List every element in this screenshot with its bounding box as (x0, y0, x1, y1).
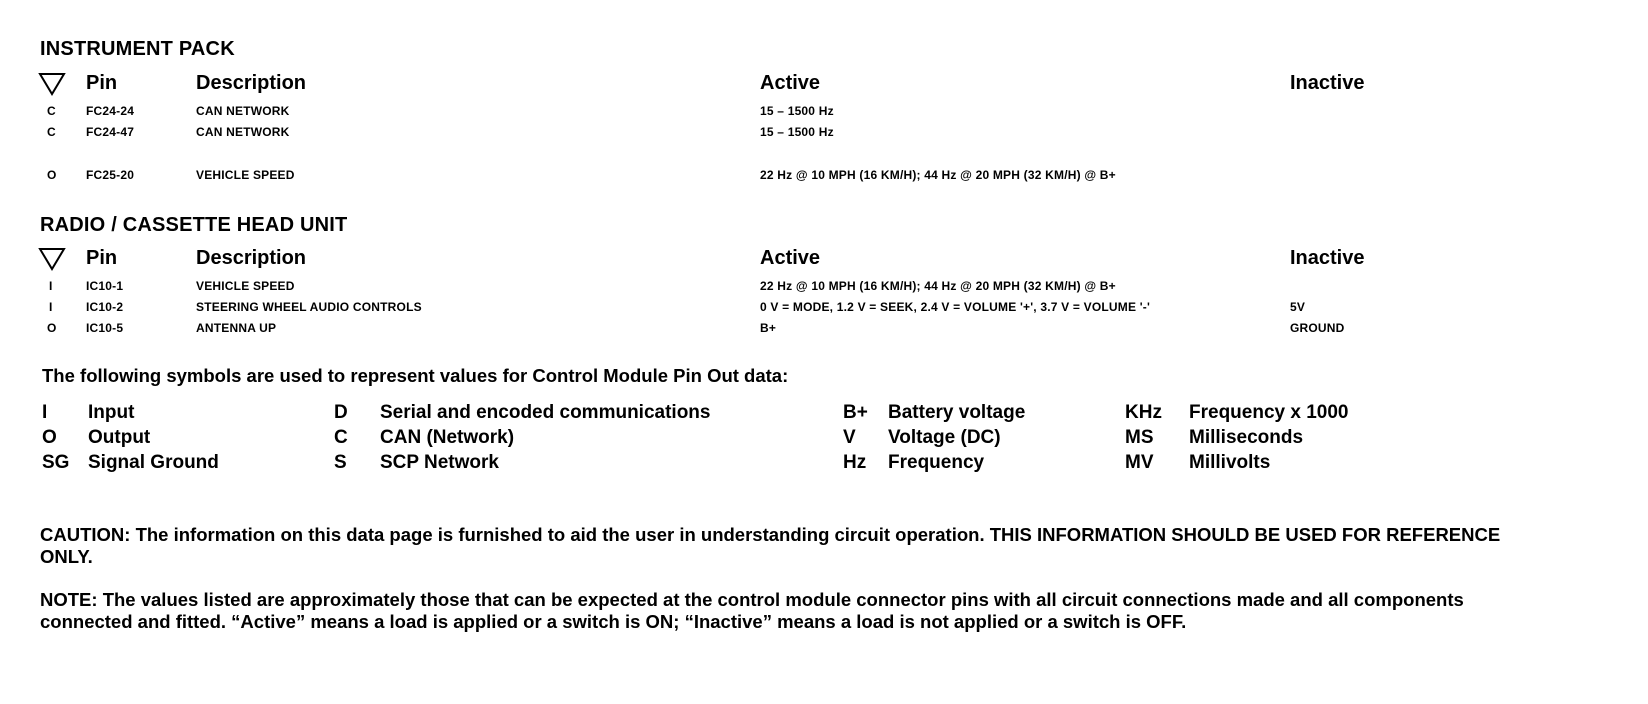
symbol-code: Hz (843, 452, 867, 473)
symbol-meaning: Battery voltage (888, 402, 1026, 423)
symbol-meaning: CAN (Network) (380, 427, 515, 448)
symbol-code: D (334, 402, 348, 423)
symbol-meaning: Output (88, 427, 151, 448)
row-active: 0 V = MODE, 1.2 V = SEEK, 2.4 V = VOLUME '+', 3.7 V = VOLUME '-' (760, 300, 1151, 314)
row-description: ANTENNA UP (196, 321, 277, 335)
triangle-icon (38, 247, 66, 271)
symbol-code: KHz (1125, 402, 1162, 423)
symbol-meaning: Voltage (DC) (888, 427, 1001, 448)
row-type: I (49, 279, 53, 293)
symbol-code: SG (42, 452, 70, 473)
header-inactive: Inactive (1290, 247, 1365, 269)
row-pin: FC24-24 (86, 104, 135, 118)
row-active: 22 Hz @ 10 MPH (16 KM/H); 44 Hz @ 20 MPH (32 KM/H) @ B+ (760, 279, 1116, 293)
row-pin: IC10-2 (86, 300, 124, 314)
symbol-meaning: Frequency x 1000 (1189, 402, 1349, 423)
row-type: C (47, 104, 56, 118)
symbol-meaning: Millivolts (1189, 452, 1271, 473)
symbol-meaning: Milliseconds (1189, 427, 1304, 448)
symbol-meaning: Input (88, 402, 135, 423)
row-inactive: GROUND (1290, 321, 1345, 335)
header-pin: Pin (86, 247, 118, 269)
header-description: Description (196, 247, 307, 269)
symbol-code: MV (1125, 452, 1154, 473)
triangle-icon (38, 72, 66, 96)
header-inactive: Inactive (1290, 72, 1365, 94)
symbol-code: B+ (843, 402, 868, 423)
row-inactive: 5V (1290, 300, 1306, 314)
header-pin: Pin (86, 72, 118, 94)
symbol-meaning: Frequency (888, 452, 985, 473)
radio-unit-title: RADIO / CASSETTE HEAD UNIT (40, 214, 348, 236)
row-active: 22 Hz @ 10 MPH (16 KM/H); 44 Hz @ 20 MPH (32 KM/H) @ B+ (760, 168, 1116, 182)
symbol-code: I (42, 402, 48, 423)
row-pin: FC25-20 (86, 168, 135, 182)
instrument-pack-title: INSTRUMENT PACK (40, 38, 235, 60)
header-active: Active (760, 247, 821, 269)
row-description: STEERING WHEEL AUDIO CONTROLS (196, 300, 422, 314)
row-type: O (47, 321, 57, 335)
symbol-meaning: SCP Network (380, 452, 499, 473)
row-active: 15 – 1500 Hz (760, 125, 834, 139)
symbol-code: C (334, 427, 348, 448)
symbol-code: V (843, 427, 856, 448)
row-description: CAN NETWORK (196, 104, 290, 118)
row-description: VEHICLE SPEED (196, 279, 295, 293)
symbols-intro: The following symbols are used to represent values for Control Module Pin Out data: (42, 365, 789, 386)
symbol-code: S (334, 452, 347, 473)
row-description: CAN NETWORK (196, 125, 290, 139)
symbol-meaning: Signal Ground (88, 452, 219, 473)
row-pin: IC10-1 (86, 279, 124, 293)
header-description: Description (196, 72, 307, 94)
symbol-meaning: Serial and encoded communications (380, 402, 711, 423)
row-type: C (47, 125, 56, 139)
row-type: I (49, 300, 53, 314)
row-description: VEHICLE SPEED (196, 168, 295, 182)
row-pin: FC24-47 (86, 125, 135, 139)
header-active: Active (760, 72, 821, 94)
caution-text: CAUTION: The information on this data page is furnished to aid the user in understanding circuit operation. THIS INFORMATION SHOULD BE USED FOR REFERENCE ONLY. (40, 524, 1501, 567)
row-pin: IC10-5 (86, 321, 124, 335)
row-type: O (47, 168, 57, 182)
symbol-code: O (42, 427, 57, 448)
symbol-code: MS (1125, 427, 1154, 448)
row-active: 15 – 1500 Hz (760, 104, 834, 118)
note-text: NOTE: The values listed are approximately those that can be expected at the control module connector pins with all circuit connections made and all components connected and fitted. “Active” means a load is applied or a switch is ON; “Inactive” means a load is not applied or a switch is OFF. (40, 589, 1464, 632)
row-active: B+ (760, 321, 777, 335)
